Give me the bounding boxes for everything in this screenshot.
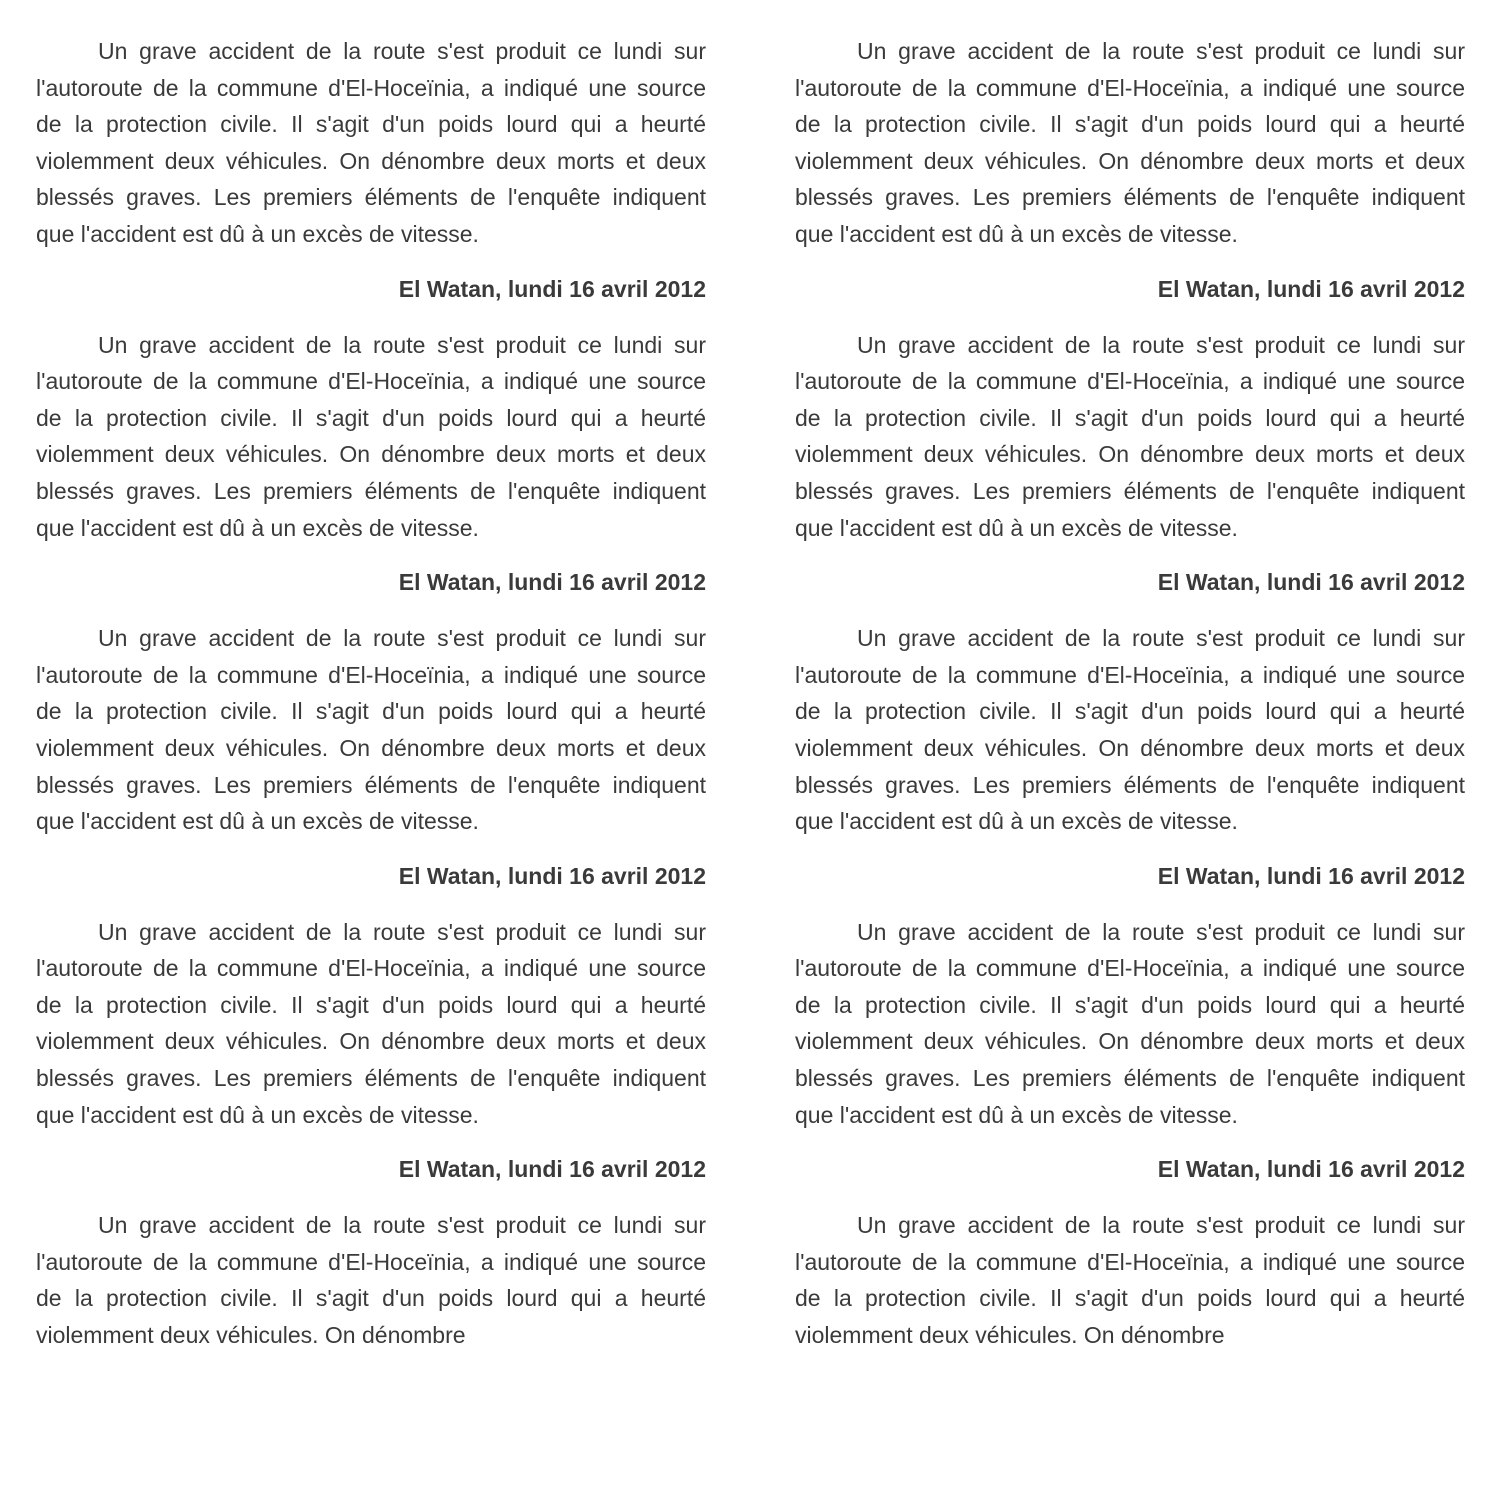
- left-column: [36, 33, 706, 1354]
- article-paragraph: Un grave accident de la route s'est produit ce lundi sur l'autoroute de la commune d'El-Hoceïnia, a indiqué une source de la protection civile. Il s'agit d'un poids lourd qui a heurté violemment deux véhicules. On dénombre: [36, 1212, 706, 1349]
- article-source-byline: El Watan, lundi 16 avril 2012: [398, 275, 706, 302]
- article-source-byline: El Watan, lundi 16 avril 2012: [1157, 569, 1465, 596]
- article-source-byline: El Watan, lundi 16 avril 2012: [398, 1156, 706, 1183]
- article-paragraph: Un grave accident de la route s'est produit ce lundi sur l'autoroute de la commune d'El-Hoceïnia, a indiqué une source de la protection civile. Il s'agit d'un poids lourd qui a heurté violemment deux véhicules. On dénombre deux morts et deux blessés graves. Les premiers éléments de l'enquête indiquent que l'accident est dû à un excès de vitesse.: [36, 625, 706, 835]
- article-paragraph: Un grave accident de la route s'est produit ce lundi sur l'autoroute de la commune d'El-Hoceïnia, a indiqué une source de la protection civile. Il s'agit d'un poids lourd qui a heurté violemment deux véhicules. On dénombre deux morts et deux blessés graves. Les premiers éléments de l'enquête indiquent que l'accident est dû à un excès de vitesse.: [795, 918, 1465, 1128]
- article-paragraph: Un grave accident de la route s'est produit ce lundi sur l'autoroute de la commune d'El-Hoceïnia, a indiqué une source de la protection civile. Il s'agit d'un poids lourd qui a heurté violemment deux véhicules. On dénombre deux morts et deux blessés graves. Les premiers éléments de l'enquête indiquent que l'accident est dû à un excès de vitesse.: [795, 331, 1465, 541]
- article-paragraph: Un grave accident de la route s'est produit ce lundi sur l'autoroute de la commune d'El-Hoceïnia, a indiqué une source de la protection civile. Il s'agit d'un poids lourd qui a heurté violemment deux véhicules. On dénombre: [795, 1212, 1465, 1349]
- article-paragraph: Un grave accident de la route s'est produit ce lundi sur l'autoroute de la commune d'El-Hoceïnia, a indiqué une source de la protection civile. Il s'agit d'un poids lourd qui a heurté violemment deux véhicules. On dénombre deux morts et deux blessés graves. Les premiers éléments de l'enquête indiquent que l'accident est dû à un excès de vitesse.: [795, 38, 1465, 247]
- article-paragraph: Un grave accident de la route s'est produit ce lundi sur l'autoroute de la commune d'El-Hoceïnia, a indiqué une source de la protection civile. Il s'agit d'un poids lourd qui a heurté violemment deux véhicules. On dénombre deux morts et deux blessés graves. Les premiers éléments de l'enquête indiquent que l'accident est dû à un excès de vitesse.: [36, 918, 706, 1128]
- article-source-byline: El Watan, lundi 16 avril 2012: [1157, 275, 1465, 302]
- article-source-byline: El Watan, lundi 16 avril 2012: [1157, 862, 1465, 889]
- article-source-byline: El Watan, lundi 16 avril 2012: [398, 569, 706, 596]
- article-paragraph: Un grave accident de la route s'est produit ce lundi sur l'autoroute de la commune d'El-Hoceïnia, a indiqué une source de la protection civile. Il s'agit d'un poids lourd qui a heurté violemment deux véhicules. On dénombre deux morts et deux blessés graves. Les premiers éléments de l'enquête indiquent que l'accident est dû à un excès de vitesse.: [36, 38, 706, 247]
- article-source-byline: El Watan, lundi 16 avril 2012: [398, 862, 706, 889]
- article-paragraph: Un grave accident de la route s'est produit ce lundi sur l'autoroute de la commune d'El-Hoceïnia, a indiqué une source de la protection civile. Il s'agit d'un poids lourd qui a heurté violemment deux véhicules. On dénombre deux morts et deux blessés graves. Les premiers éléments de l'enquête indiquent que l'accident est dû à un excès de vitesse.: [36, 331, 706, 541]
- article-paragraph: Un grave accident de la route s'est produit ce lundi sur l'autoroute de la commune d'El-Hoceïnia, a indiqué une source de la protection civile. Il s'agit d'un poids lourd qui a heurté violemment deux véhicules. On dénombre deux morts et deux blessés graves. Les premiers éléments de l'enquête indiquent que l'accident est dû à un excès de vitesse.: [795, 625, 1465, 835]
- right-column: [795, 33, 1465, 1354]
- article-source-byline: El Watan, lundi 16 avril 2012: [1157, 1156, 1465, 1183]
